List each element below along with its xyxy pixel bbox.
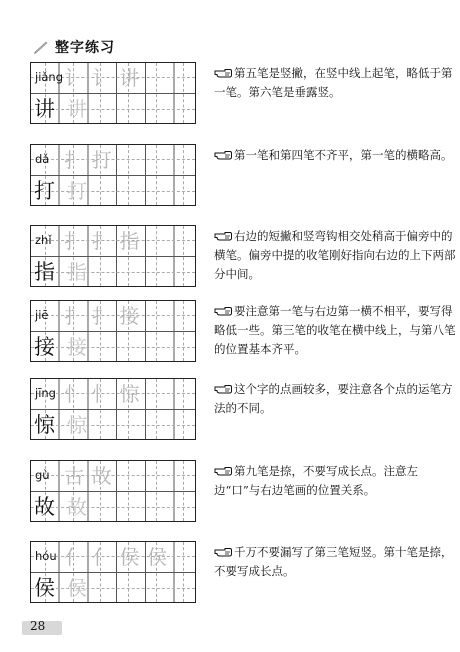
pointing-hand-icon <box>214 384 232 394</box>
model-character: 侯 <box>34 576 55 600</box>
writing-tip-text: 第五笔是竖撇，在竖中线上起笔，略低于第一笔。第六笔是垂露竖。 <box>214 66 453 99</box>
writing-tip-text: 这个字的点画较多，要注意各个点的运笔方法的不同。 <box>214 382 453 415</box>
trace-character: 打 <box>67 179 87 203</box>
practice-entry <box>30 225 460 289</box>
stroke-order-step: 亻 <box>91 545 112 569</box>
stroke-order-step: 打 <box>91 148 112 172</box>
stroke-order-step: 惊 <box>119 382 140 406</box>
page-number: 28 <box>30 619 46 633</box>
pinyin-label: jīng <box>35 386 56 400</box>
stroke-order-step: 亻 <box>64 545 84 569</box>
model-character: 打 <box>34 179 55 203</box>
trace-character: 指 <box>67 260 87 284</box>
stroke-order-step: 古 <box>64 464 84 488</box>
model-character: 指 <box>34 260 55 284</box>
pinyin-label: dǎ <box>35 152 50 166</box>
writing-tip <box>214 302 460 359</box>
writing-tip <box>214 380 460 418</box>
pinyin-label: hóu <box>35 549 57 563</box>
pinyin-label: jiē <box>35 308 49 322</box>
writing-grid <box>30 378 196 440</box>
trace-character: 侯 <box>67 576 87 600</box>
writing-tip <box>214 64 460 102</box>
practice-entry <box>30 378 460 442</box>
section-title: 整字练习 <box>55 40 115 56</box>
stroke-order-step: 扌 <box>91 229 112 253</box>
pinyin-label: jiǎng <box>35 70 64 84</box>
pen-icon <box>33 40 49 54</box>
stroke-order-step: 扌 <box>91 304 112 328</box>
stroke-order-step: 故 <box>91 464 112 488</box>
stroke-order-step: 接 <box>119 304 140 328</box>
trace-character: 故 <box>67 495 87 519</box>
practice-entry <box>30 300 460 364</box>
model-character: 接 <box>34 335 55 359</box>
writing-tip-text: 第一笔和第四笔不齐平，第一笔的横略高。 <box>234 148 453 162</box>
writing-tip-text: 右边的短撇和竖弯钩相交处稍高于偏旁中的横笔。偏旁中提的收笔刚好指向右边的上下两部分中间。 <box>214 229 456 281</box>
pointing-hand-icon <box>214 150 232 160</box>
trace-character: 惊 <box>67 413 87 437</box>
section-header <box>33 37 115 57</box>
practice-entry <box>30 62 460 126</box>
writing-tip-text: 第九笔是捺，不要写成长点。注意左边“口”与右边笔画的位置关系。 <box>214 464 418 497</box>
stroke-order-step: 侯 <box>147 545 168 569</box>
stroke-order-step: 讠 <box>64 66 84 90</box>
pointing-hand-icon <box>214 231 232 241</box>
writing-tip <box>214 146 460 165</box>
pointing-hand-icon <box>214 306 232 316</box>
stroke-order-step: 扌 <box>64 229 84 253</box>
writing-grid <box>30 144 196 206</box>
trace-character: 讲 <box>67 97 87 121</box>
practice-entry <box>30 460 460 524</box>
pinyin-label: gù <box>35 468 50 482</box>
writing-tip-text: 要注意第一笔与右边第一横不相平，要写得略低一些。第三笔的收笔在横中线上，与第八笔的位置基本齐平。 <box>214 304 456 356</box>
model-character: 惊 <box>34 413 55 437</box>
stroke-order-step: 扌 <box>64 148 84 172</box>
writing-tip-text: 千万不要漏写了第三笔短竖。第十笔是捺，不要写成长点。 <box>214 545 453 578</box>
model-character: 讲 <box>34 97 55 121</box>
trace-character: 接 <box>67 335 87 359</box>
writing-grid <box>30 300 196 362</box>
pointing-hand-icon <box>214 466 232 476</box>
pointing-hand-icon <box>214 68 232 78</box>
model-character: 故 <box>34 495 55 519</box>
stroke-order-step: 指 <box>119 229 140 253</box>
writing-grid <box>30 460 196 522</box>
stroke-order-step: 讠 <box>91 66 112 90</box>
practice-entry <box>30 541 460 605</box>
stroke-order-step: 侯 <box>119 545 140 569</box>
writing-tip <box>214 543 460 581</box>
writing-grid <box>30 541 196 603</box>
writing-tip <box>214 227 460 284</box>
writing-grid <box>30 225 196 287</box>
stroke-order-step: 忄 <box>91 382 112 406</box>
writing-grid <box>30 62 196 124</box>
practice-entry <box>30 144 460 208</box>
stroke-order-step: 扌 <box>64 304 84 328</box>
writing-tip <box>214 462 460 500</box>
stroke-order-step: 忄 <box>64 382 84 406</box>
stroke-order-step: 讲 <box>119 66 140 90</box>
pointing-hand-icon <box>214 547 232 557</box>
pinyin-label: zhǐ <box>35 233 52 247</box>
